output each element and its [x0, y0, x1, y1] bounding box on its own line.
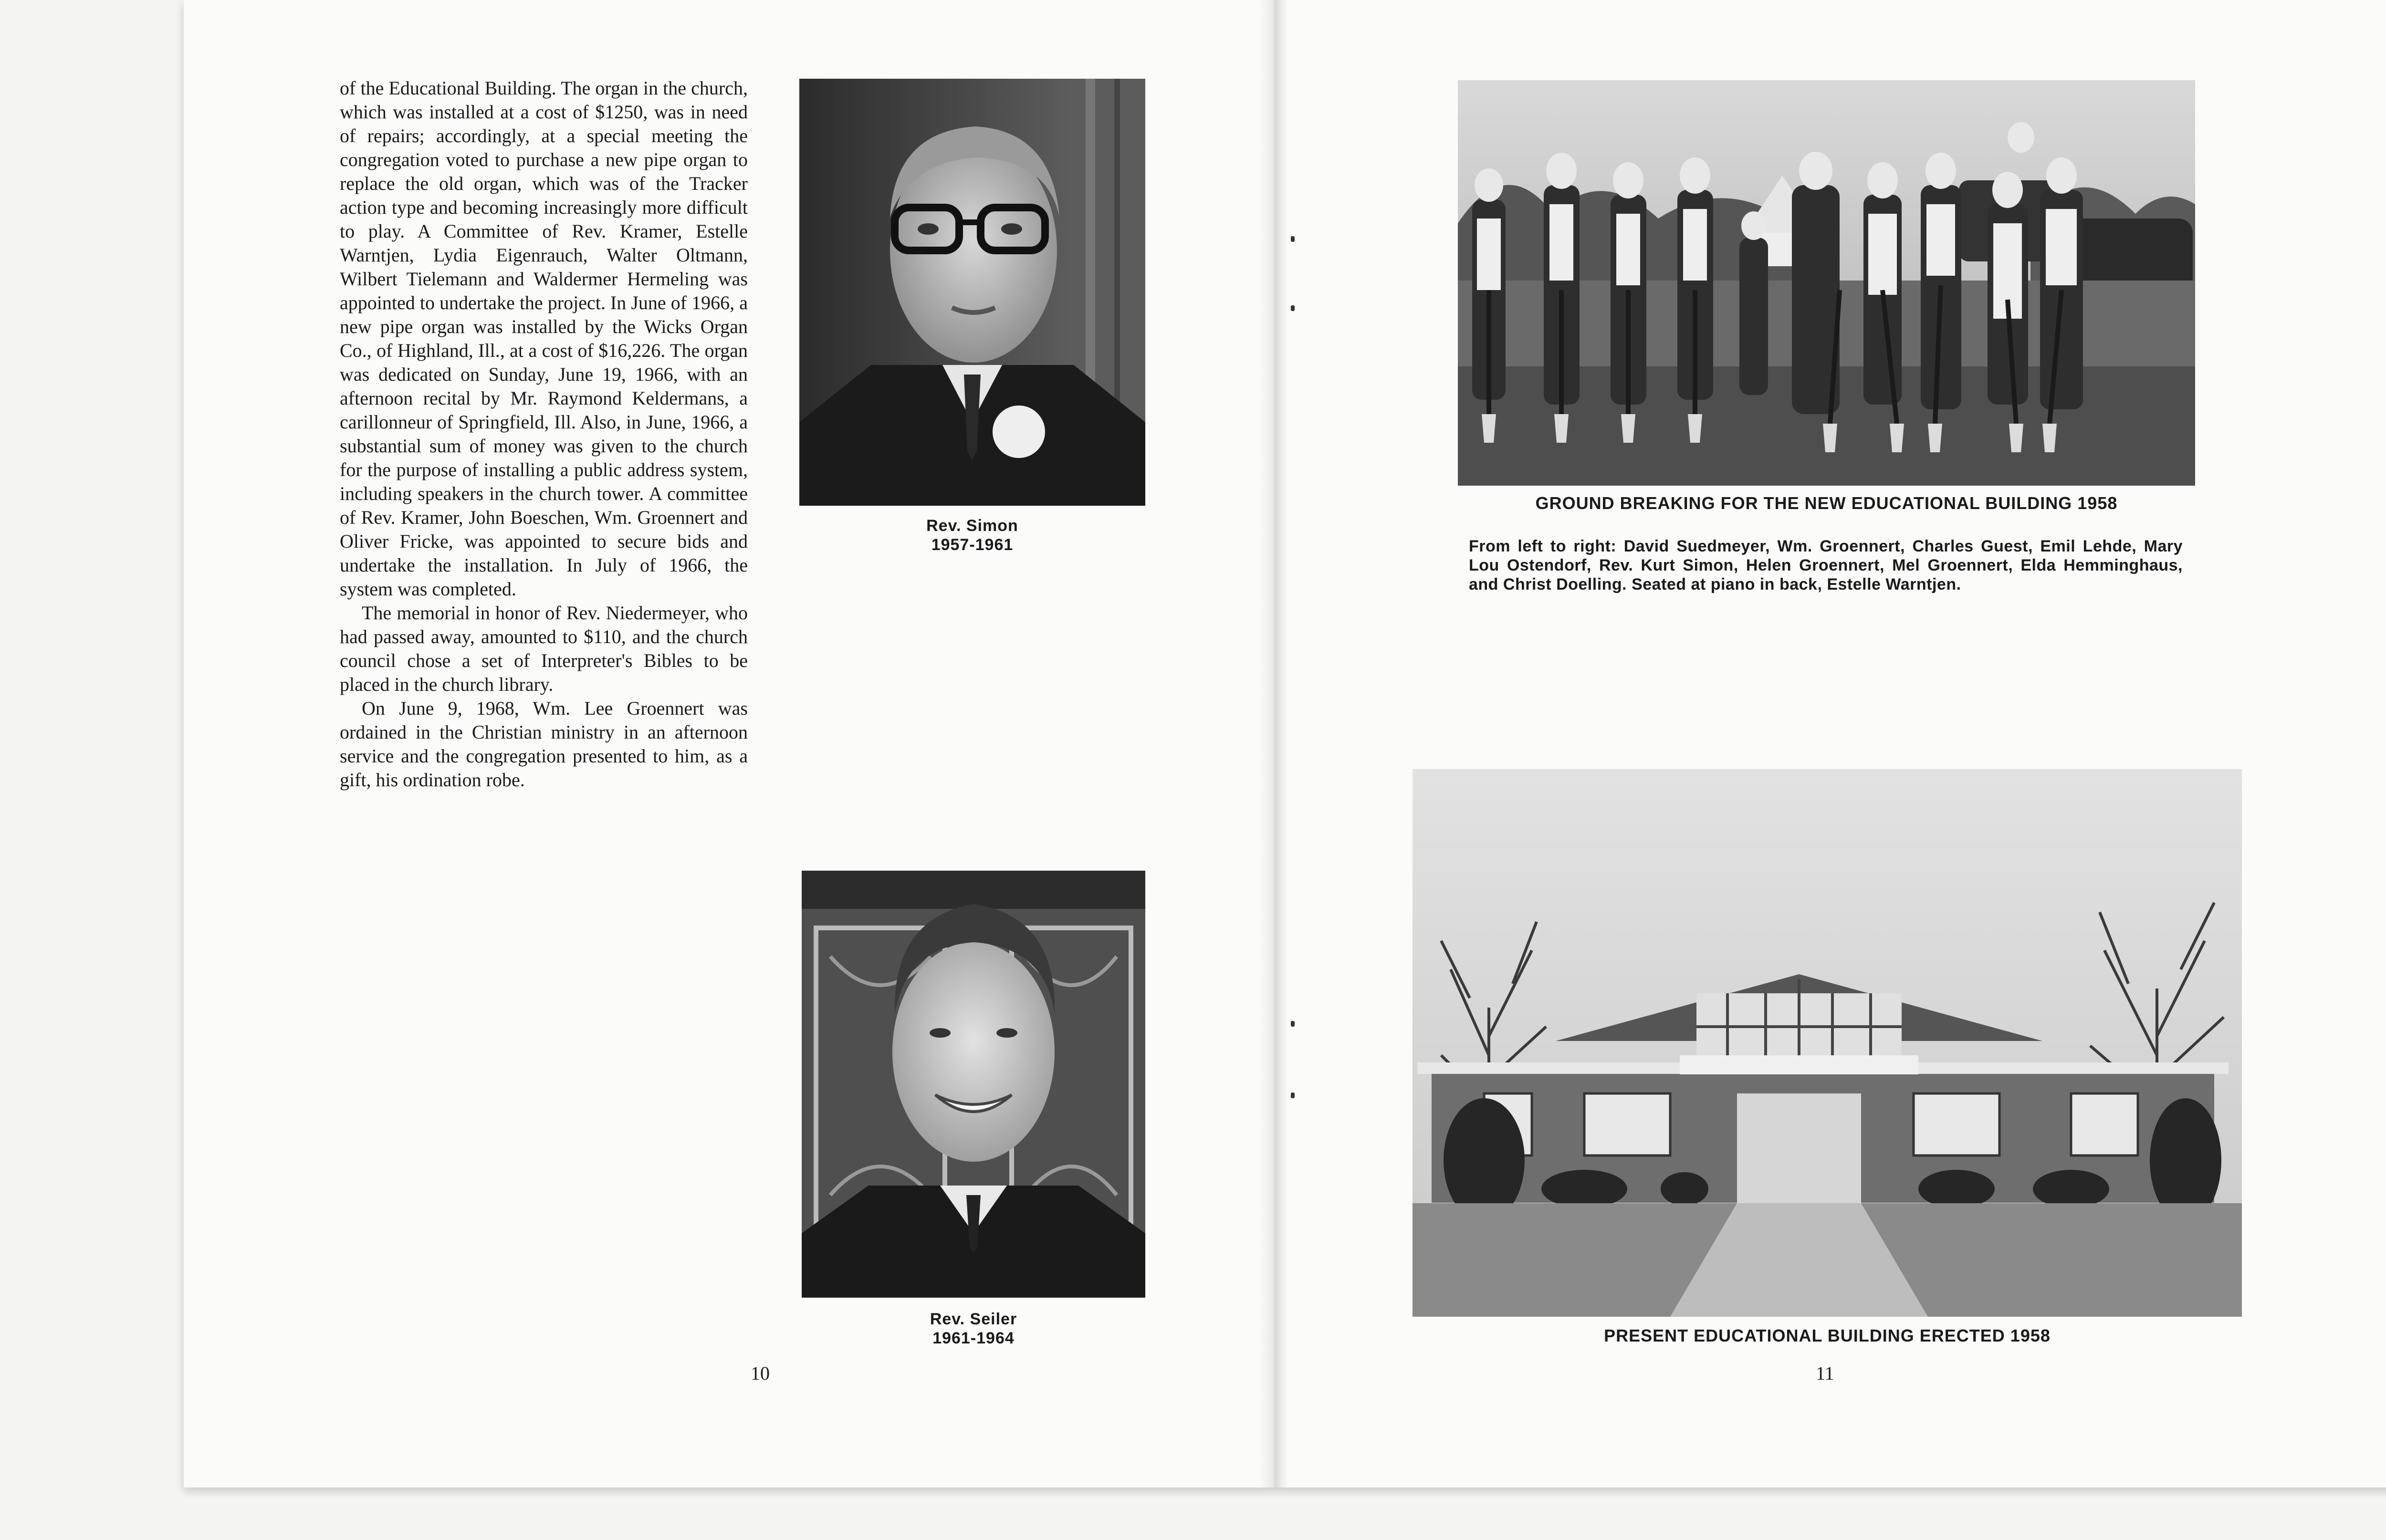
- binding-mark: [1291, 305, 1295, 311]
- body-text: [340, 76, 748, 792]
- page-number-left: 10: [751, 1363, 770, 1384]
- caption-name: Rev. Seiler: [930, 1310, 1017, 1328]
- caption-rev-seiler: [802, 1310, 1145, 1348]
- book-gutter: [1260, 0, 1288, 1488]
- caption-educational-building: PRESENT EDUCATIONAL BUILDING ERECTED 1958: [1604, 1326, 2051, 1345]
- paragraph-2: The memorial in honor of Rev. Niedermeyer, who had passed away, amounted to $110, and the church council chose a set of Interpreter's Bibles to be placed in the church library.: [340, 602, 748, 695]
- caption-ground-breaking: GROUND BREAKING FOR THE NEW EDUCATIONAL BUILDING 1958: [1535, 493, 2118, 513]
- portrait-rev-seiler: [802, 871, 1145, 1298]
- binding-mark: [1291, 1021, 1295, 1027]
- paragraph-1: of the Educational Building. The organ in the church, which was installed at a cost of $1250, was in need of repairs; accordingly, at a special meeting the congregation voted to purchase a new pipe organ to replace the old organ, which was of the Tracker action type and becoming increasingly more difficult to play. A Committee of Rev. Kramer, Estelle Warntjen, Lydia Eigenrauch, Walter Oltmann, Wilbert Tielemann and Waldermer Hermeling was appointed to undertake the project. In June of 1966, a new pipe organ was installed by the Wicks Organ Co., of Highland, Ill., at a cost of $16,226. The organ was dedicated on Sunday, June 19, 1966, with an afternoon recital by Mr. Raymond Keldermans, a carillonneur of Springfield, Ill. Also, in June, 1966, a substantial sum of money was given to the church for the purpose of installing a public address system, including speakers in the church tower. A committee of Rev. Kramer, John Boeschen, Wm. Groennert and Oliver Fricke, was appointed to secure bids and undertake the installation. In July of 1966, the system was completed.: [340, 77, 748, 600]
- binding-mark: [1291, 236, 1295, 242]
- binding-mark: [1291, 1093, 1295, 1098]
- caption-years: 1961-1964: [932, 1329, 1015, 1347]
- photo-ground-breaking: [1458, 80, 2195, 486]
- caption-rev-simon: [799, 516, 1145, 554]
- caption-name: Rev. Simon: [926, 517, 1018, 535]
- page-number-right: 11: [1816, 1363, 1834, 1384]
- photo-educational-building: [1413, 769, 2242, 1317]
- caption-years: 1957-1961: [931, 536, 1014, 554]
- portrait-rev-simon: [799, 79, 1145, 506]
- paragraph-3: On June 9, 1968, Wm. Lee Groennert was ordained in the Christian ministry in an afternoon service and the congregation presented to him, as a gift, his ordination robe.: [340, 697, 748, 791]
- people-list-caption: From left to right: David Suedmeyer, Wm. Groennert, Charles Guest, Emil Lehde, Mary Lou Ostendorf, Rev. Kurt Simon, Helen Groennert, Mel Groennert, Elda Hemminghaus, and Christ Doelling. Seated at piano in back, Estelle Warntjen.: [1469, 537, 2183, 593]
